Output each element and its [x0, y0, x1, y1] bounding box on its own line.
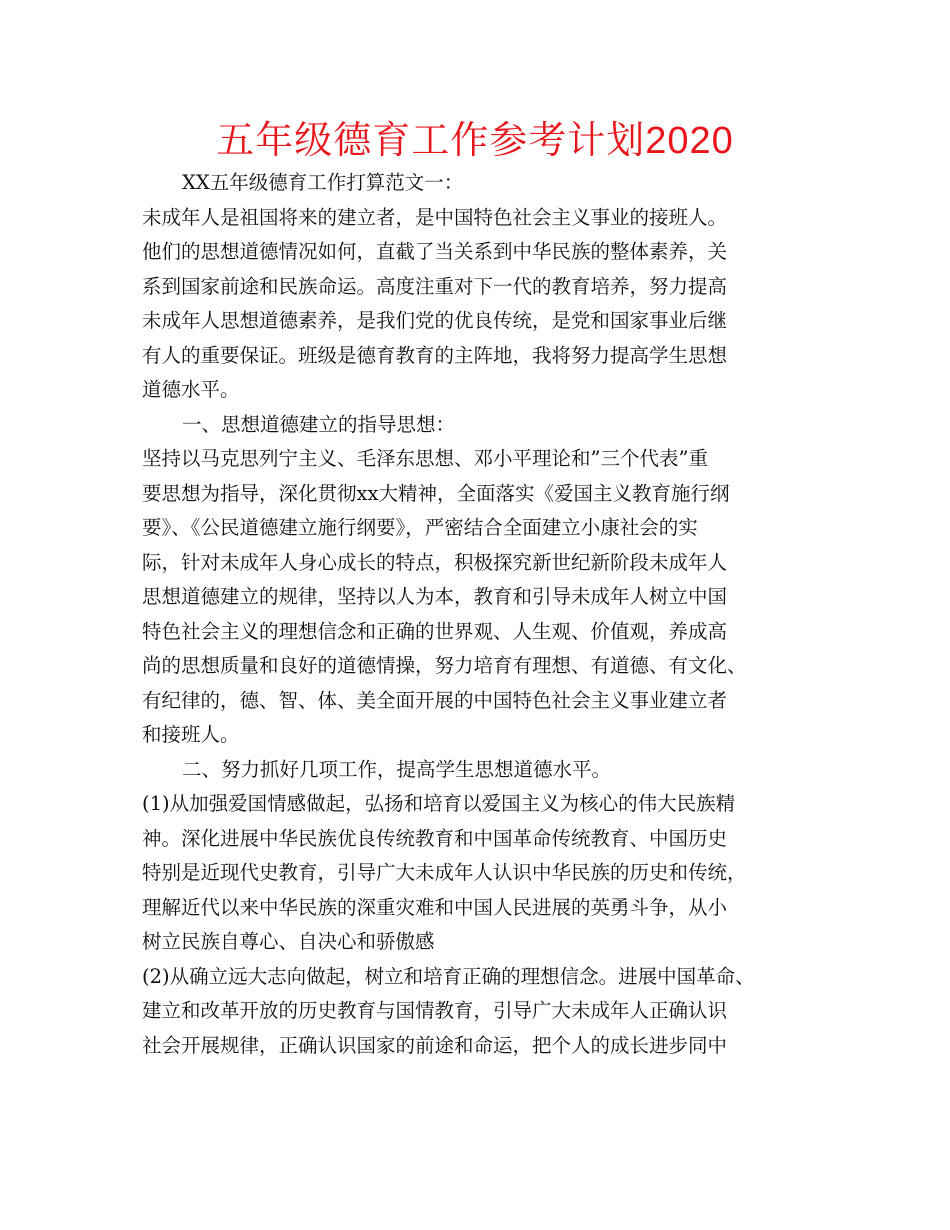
text-line: 道德水平。: [142, 378, 240, 401]
text-line: 未成年人思想道德素养，是我们党的优良传统，是党和国家事业后继: [142, 309, 728, 332]
text-line: (1)从加强爱国情感做起，弘扬和培育以爱国主义为核心的伟大民族精: [142, 792, 736, 815]
text-line: 未成年人是祖国将来的建立者，是中国特色社会主义事业的接班人。: [142, 205, 728, 229]
document-body: [142, 166, 832, 1063]
text-line: XX五年级德育工作打算范文一：: [182, 171, 464, 194]
text-line: 际，针对未成年人身心成长的特点，积极探究新世纪新阶段未成年人: [142, 550, 728, 574]
text-line: 一、思想道德建立的指导思想：: [182, 412, 456, 436]
text-line: 社会开展规律，正确认识国家的前途和命运，把个人的成长进步同中: [142, 1033, 728, 1057]
text-line: 有纪律的，德、智、体、美全面开展的中国特色社会主义事业建立者: [142, 688, 728, 712]
text-line: 特别是近现代史教育，引导广大未成年人认识中华民族的历史和传统，: [142, 861, 747, 884]
text-line: 系到国家前途和民族命运。高度注重对下一代的教育培养，努力提高: [142, 274, 728, 298]
text-line: 神。深化进展中华民族优良传统教育和中国革命传统教育、中国历史: [142, 826, 728, 850]
text-line: 有人的重要保证。班级是德育教育的主阵地，我将努力提高学生思想: [142, 343, 728, 367]
text-line: 和接班人。: [142, 723, 240, 746]
text-line: (2)从确立远大志向做起，树立和培育正确的理想信念。进展中国革命、: [142, 964, 755, 988]
text-line: 要思想为指导，深化贯彻xx大精神，全面落实《爱国主义教育施行纲: [142, 481, 730, 505]
text-line: 理解近代以来中华民族的深重灾难和中国人民进展的英勇斗争，从小: [142, 895, 728, 919]
text-line: 要》、《公民道德建立施行纲要》，严密结合全面建立小康社会的实: [142, 516, 698, 539]
text-line: 坚持以马克思列宁主义、毛泽东思想、邓小平理论和”三个代表”重: [142, 447, 708, 470]
text-line: 建立和改革开放的历史教育与国情教育，引导广大未成年人正确认识: [142, 999, 728, 1022]
text-line: 树立民族自尊心、自决心和骄傲感: [142, 930, 435, 953]
text-line: 他们的思想道德情况如何，直截了当关系到中华民族的整体素养，关: [142, 240, 728, 263]
text-line: 思想道德建立的规律，坚持以人为本，教育和引导未成年人树立中国: [142, 585, 728, 608]
document-title: 五年级德育工作参考计划2020: [216, 120, 734, 162]
text-line: 二、努力抓好几项工作，提高学生思想道德水平。: [182, 757, 612, 781]
text-line: 尚的思想质量和良好的道德情操，努力培育有理想、有道德、有文化、: [142, 654, 747, 677]
text-line: 特色社会主义的理想信念和正确的世界观、人生观、价值观，养成高: [142, 619, 728, 643]
